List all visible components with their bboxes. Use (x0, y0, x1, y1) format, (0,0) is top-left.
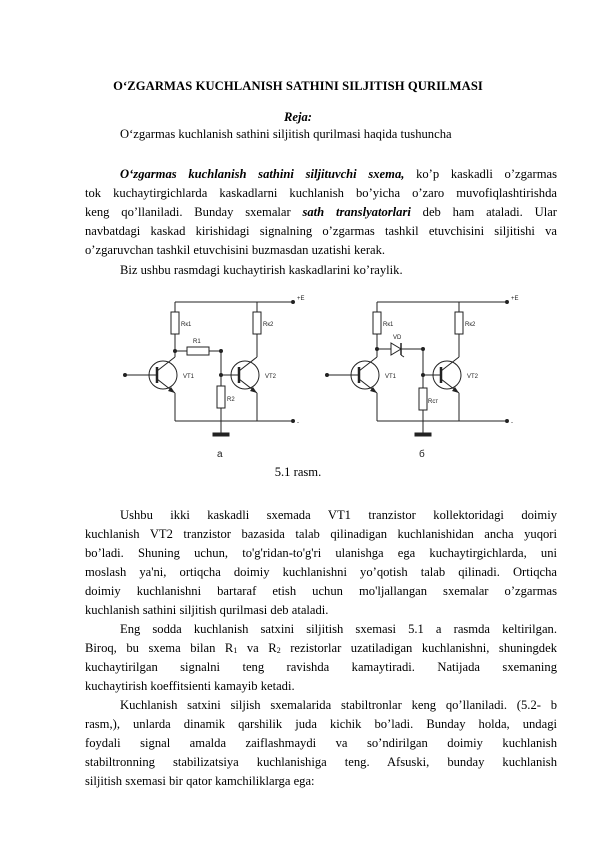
label-r2-a: R2 (227, 397, 235, 403)
plan-heading: Reja: (284, 110, 312, 124)
p3-line-2: kuchlanish VT2 tranzistor bazasida talab qilinadigan kuchlanishidan ancha yuqori (85, 527, 557, 541)
p2-line: Biz ushbu rasmdagi kuchaytirish kaskadlarini ko’raylik. (120, 263, 403, 277)
p1-line-2: tok kuchaytirgichlarda kaskadlarni kuchlanish bo’yicha o’zaro muvofiqlashtirishda (85, 186, 557, 200)
p4-line-2 (85, 639, 557, 660)
p5-line-2: rasm,), unlarda dinamik qarshilik juda kichik bo’ladi. Bunday holda, undagi (85, 717, 557, 731)
p1-bold-term-2: sath translyatorlari (302, 205, 411, 219)
p1-line-4: navbatdagi kaskad kirishidagi signalning o’zgarmas tashkil etuvchisini siljitishi va (85, 224, 557, 238)
p5-line-3: foydali signal amalda zaiflashmaydi va so’ndirilgan doimiy kuchlanish (85, 736, 557, 750)
label-rk2-b: Rк2 (465, 322, 476, 328)
p4-l2-sub2: 2 (276, 646, 281, 655)
label-plus-a: +E (297, 296, 305, 302)
resistor-rk2-a (253, 312, 261, 334)
p5-line-1: Kuchlanish satxini siljish sxemalarida stabiltronlar keng qo’llaniladi. (5.2- b (120, 698, 557, 712)
p1-line-3 (85, 203, 557, 222)
p4-l2-sub1: 1 (233, 646, 238, 655)
p4-l2-a: Biroq, bu sxema bilan R (85, 641, 234, 655)
p5-line-4: stabiltronning stabilizatsiya kuchlanishiga teng. Afsuski, bunday kuchlanish (85, 755, 557, 769)
p1-line-5: o’zgaruvchan tashkil etuvchisini buzmasdan uzatishi kerak. (85, 243, 386, 257)
p1-bold-term: O‘zgarmas kuchlanish sathini siljituvchi sxema, (120, 167, 405, 181)
p4-line-4: kuchaytirish koeffitsienti kamayib ketadi. (85, 679, 295, 693)
label-rk1-b: Rк1 (383, 322, 394, 328)
p3-line-5: doimiy kuchlanishni bartaraf etish uchun mo'ljallangan sxemalar o’zgarmas (85, 584, 557, 598)
circuit-a (124, 301, 295, 437)
resistor-rk1-a (171, 312, 179, 334)
p1-line-1 (120, 165, 557, 184)
label-minus-a: - (297, 420, 299, 426)
figure-caption: 5.1 rasm. (274, 465, 322, 479)
plan-item: O‘zgarmas kuchlanish sathini siljitish qurilmasi haqida tushuncha (120, 127, 452, 141)
label-vt1-b: VT1 (385, 374, 397, 380)
label-rk2-a: Rк2 (263, 322, 274, 328)
zener-diode-vd (391, 343, 401, 355)
p1-line-3-b: deb ham ataladi. Ular (410, 205, 557, 219)
label-rk1-a: Rк1 (181, 322, 192, 328)
resistor-r2-a (217, 386, 225, 408)
label-plus-b: +E (511, 296, 519, 302)
label-vt2-a: VT2 (265, 374, 277, 380)
p5-line-5: siljitish sxemasi bir qator kamchiliklarga ega: (85, 774, 315, 788)
label-figure-a: а (217, 449, 223, 460)
p3-line-4: moslash ya'ni, ortiqcha doimiy kuchlanishni yo’qotish talab qilinadi. Ortiqcha (85, 565, 557, 579)
p4-l2-b: va R (237, 641, 277, 655)
label-minus-b: - (511, 420, 513, 426)
label-r1-a: R1 (193, 339, 201, 345)
p4-line-3: kuchaytirilgan signalni teng ravishda kamaytiradi. Natijada sxemaning (85, 660, 557, 674)
p1-line-3-a: keng qo’llaniladi. Bunday sxemalar (85, 205, 303, 219)
p3-line-6: kuchlanish sathini siljitish qurilmasi deb ataladi. (85, 603, 329, 617)
label-vt2-b: VT2 (467, 374, 479, 380)
label-figure-b: б (419, 449, 425, 460)
page-title: O‘ZGARMAS KUCHLANISH SATHINI SILJITISH QURILMASI (113, 79, 483, 93)
circuit-b (326, 301, 509, 437)
circuit-figure (115, 287, 527, 465)
p4-line-1: Eng sodda kuchlanish satxini siljitish sxemasi 5.1 a rasmda keltirilgan. (120, 622, 557, 636)
resistor-rk2-b (455, 312, 463, 334)
label-vd-b: VD (393, 335, 402, 341)
p4-l2-c: rezistorlar uzatiladigan kuchlanishni, shuningdek (280, 641, 557, 655)
label-vt1-a: VT1 (183, 374, 195, 380)
p3-line-3: bo’ladi. Shuning uchun, to'g'ridan-to'g'ri ulanishga ega kuchaytirgichlarda, uni (85, 546, 557, 560)
ground-b (415, 433, 431, 436)
resistor-rst-b (419, 388, 427, 410)
resistor-rk1-b (373, 312, 381, 334)
p1-line-1-rest: ko’p kaskadli o’zgarmas (404, 167, 557, 181)
ground-a (213, 433, 229, 436)
resistor-r1-a (187, 347, 209, 355)
p3-line-1: Ushbu ikki kaskadli sxemada VT1 tranzistor kollektoridagi doimiy (120, 508, 557, 522)
label-rst-b: Rст (428, 399, 439, 405)
